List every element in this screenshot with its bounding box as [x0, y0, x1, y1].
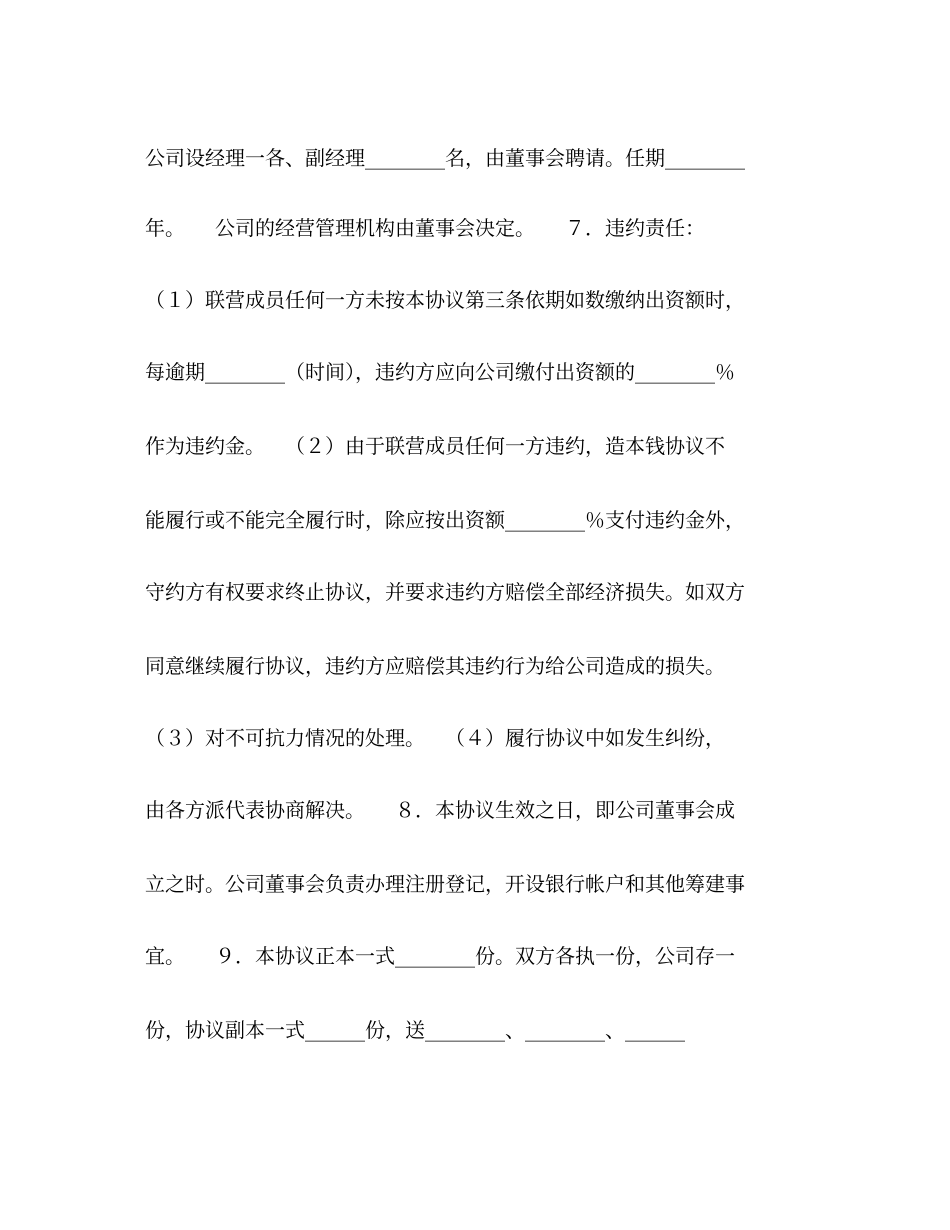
text-line: 公司设经理一各、副经理________名，由董事会聘请。任期________ [145, 146, 745, 170]
text-line: 由各方派代表协商解决。 ８．本协议生效之日，即公司董事会成 [145, 798, 735, 822]
text-line: （３）对不可抗力情况的处理。 （４）履行协议中如发生纠纷， [145, 726, 725, 750]
text-line: 每逾期________（时间），违约方应向公司缴付出资额的________％ [145, 360, 735, 384]
text-line: 份，协议副本一式______份，送________、________、______ [145, 1018, 685, 1042]
text-line: 能履行或不能完全履行时，除应按出资额________％支付违约金外， [145, 508, 745, 532]
text-line: 宜。 ９．本协议正本一式________份。双方各执一份，公司存一 [145, 944, 735, 968]
text-line: 同意继续履行协议，违约方应赔偿其违约行为给公司造成的损失。 [145, 654, 725, 678]
text-line: 年。 公司的经营管理机构由董事会决定。 ７．违约责任： [145, 216, 705, 240]
text-line: 立之时。公司董事会负责办理注册登记，开设银行帐户和其他筹建事 [145, 872, 745, 896]
text-line: 作为违约金。 （２）由于联营成员任何一方违约，造本钱协议不 [145, 434, 725, 458]
text-line: （１）联营成员任何一方未按本协议第三条依期如数缴纳出资额时， [145, 288, 745, 312]
text-line: 守约方有权要求终止协议，并要求违约方赔偿全部经济损失。如双方 [145, 580, 745, 604]
